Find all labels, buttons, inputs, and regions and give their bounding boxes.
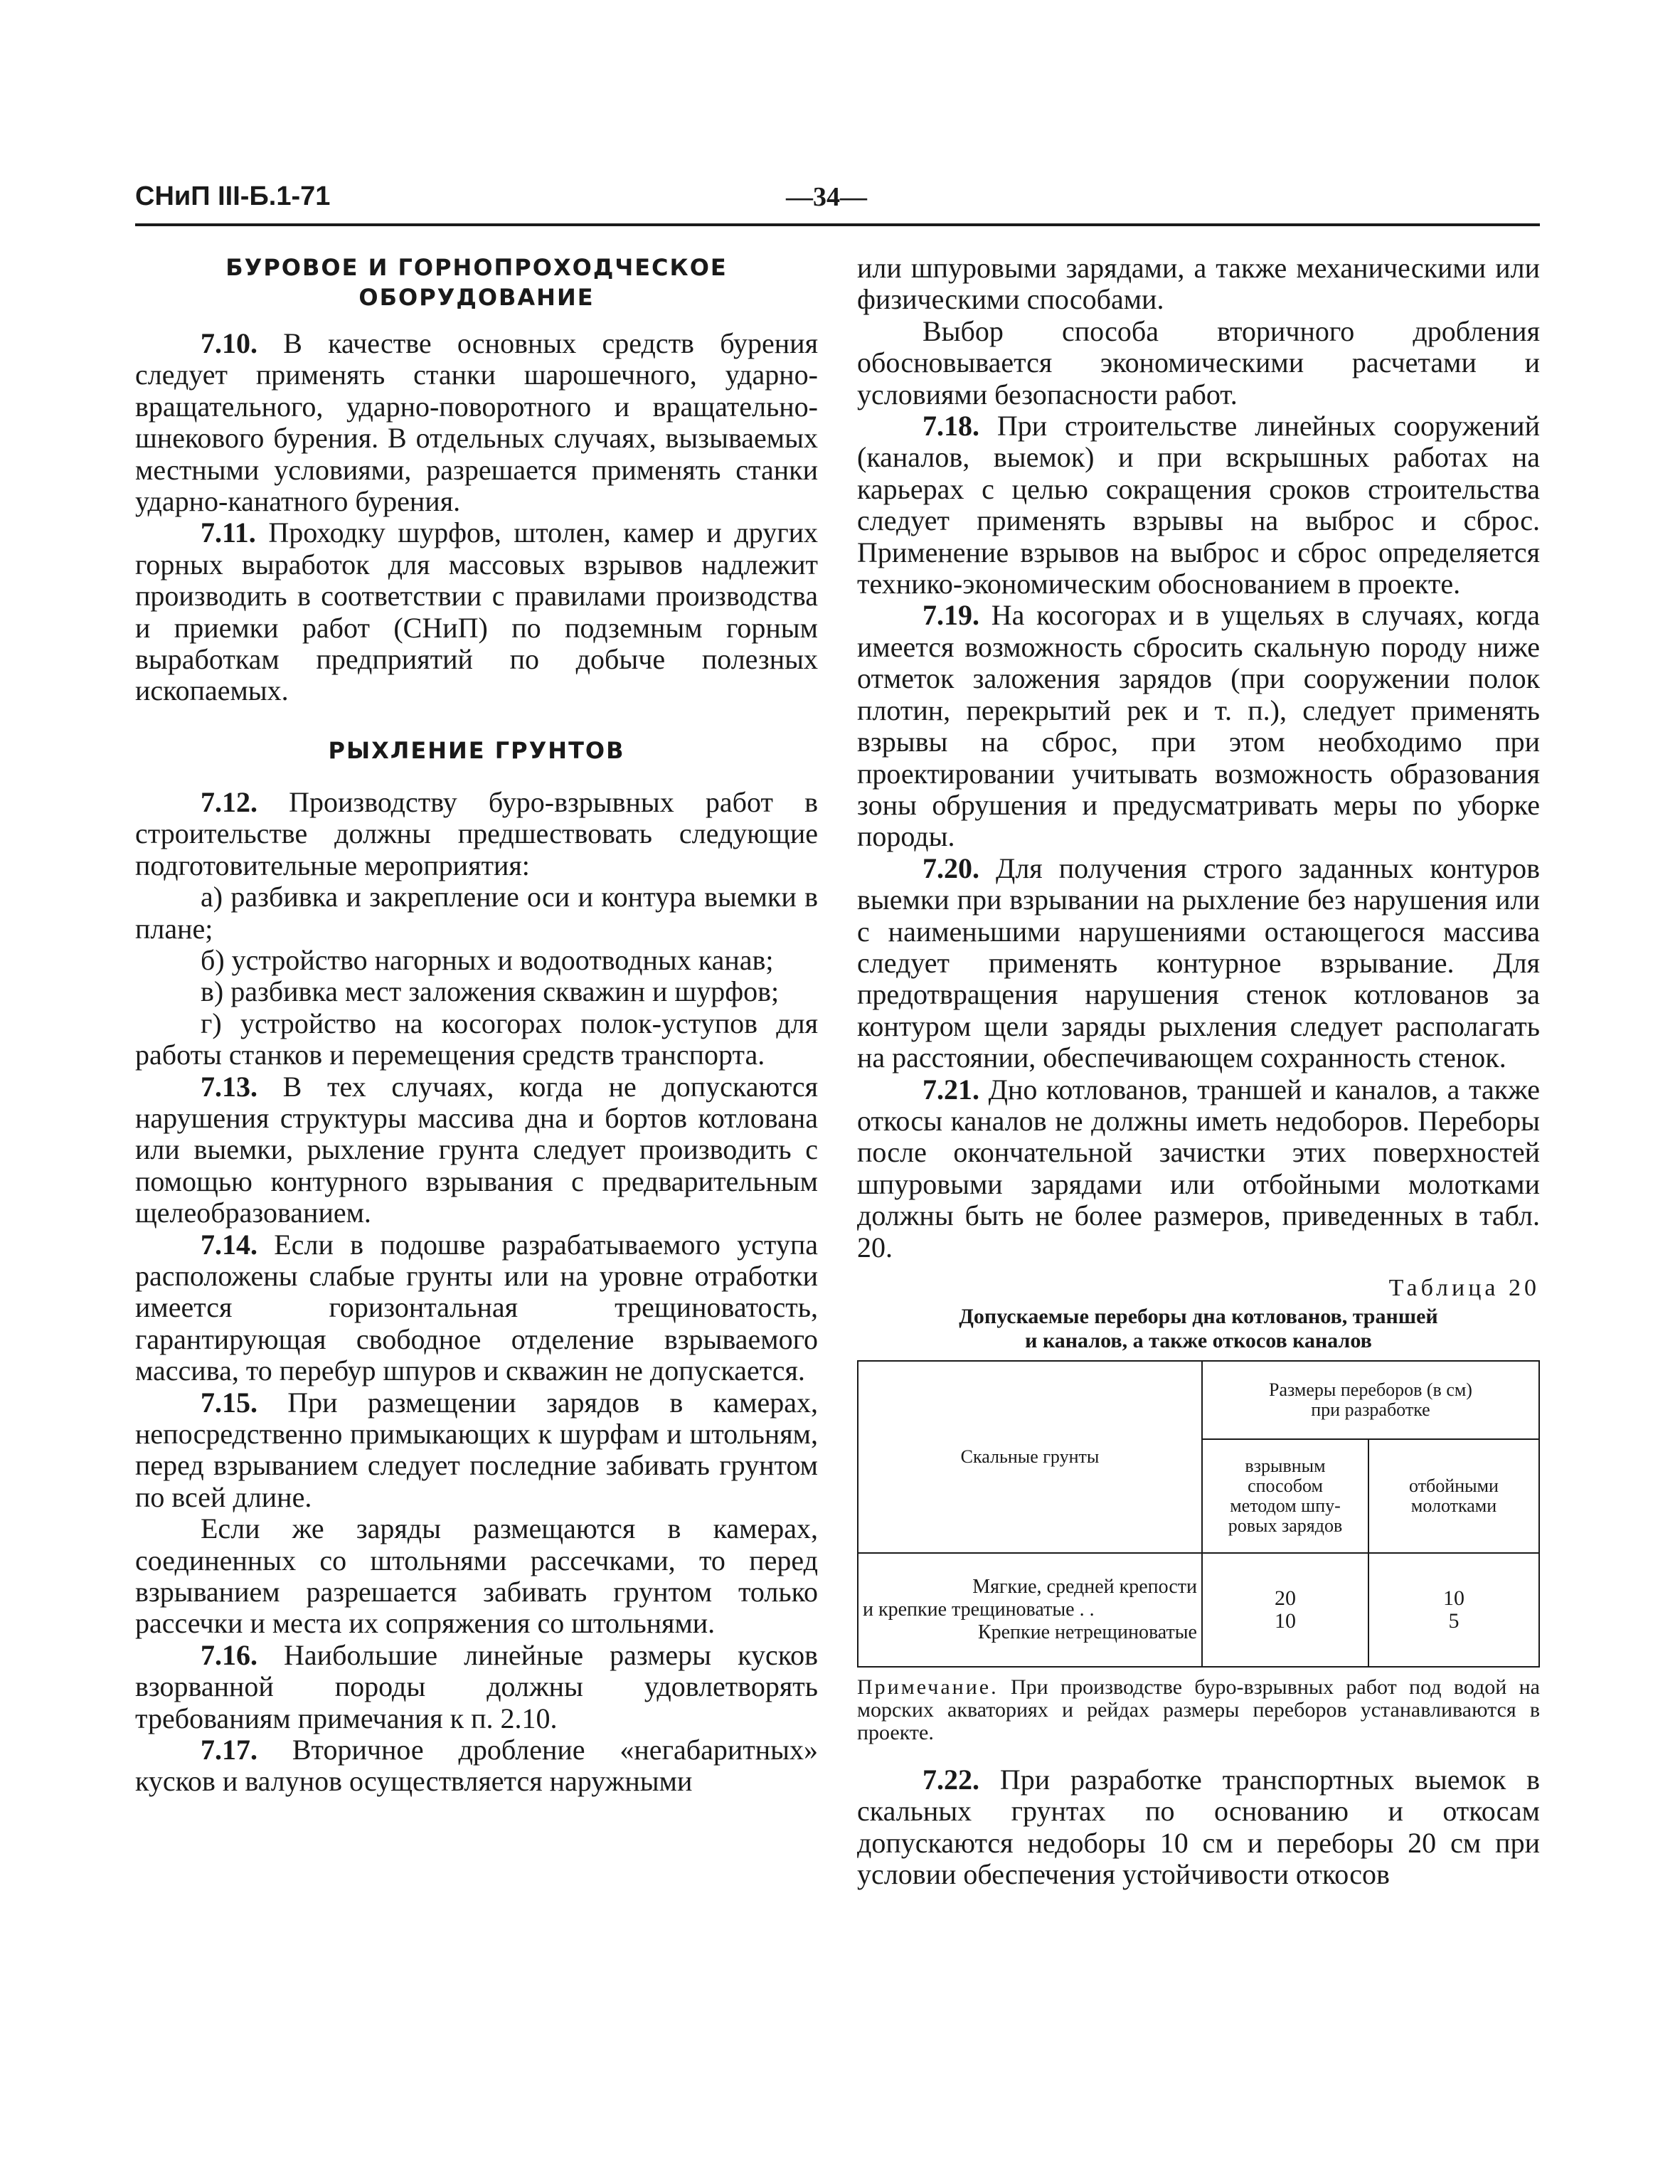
clause-7-15-continued: Если же заряды размещаются в камерах, соединенных со штольнями рассечками, то перед взрыванием разрешается забивать грунтом только рассечки и места их сопряжения со штольнями. — [135, 1512, 818, 1640]
clause-7-22: 7.22. При разработке транспортных выемок в скальных грунтах по основанию и откосам допускаются недоборы 10 см и переборы 20 см при условии обеспечения устойчивости откосов — [857, 1764, 1540, 1891]
header-rule — [135, 223, 1540, 226]
clause-7-16: 7.16. Наибольшие линейные размеры кусков взорванной породы должны удовлетворять требованиям примечания к п. 2.10. — [135, 1638, 818, 1734]
clause-7-15: 7.15. При размещении зарядов в камерах, непосредственно примыкающих к шурфам и штольням, перед взрыванием следует последние забивать грунтом по всей длине. — [135, 1386, 818, 1513]
clause-7-17-second: Выбор способа вторичного дробления обосновывается экономическими расчетами и условиями безопасности работ. — [857, 314, 1540, 410]
left-column — [135, 253, 818, 1798]
table-title: Допускаемые переборы дна котлованов, траншей и каналов, а также откосов каналов — [959, 1305, 1438, 1352]
clause-7-17-continued: или шпуровыми зарядами, а также механическими или физическими способами. — [857, 252, 1540, 316]
overbreak-table — [857, 1360, 1540, 1668]
page-number: —34— — [786, 182, 867, 212]
clause-7-10: 7.10. В качестве основных средств бурения следует применять станки шарошечного, ударно-вращательного, ударно-поворотного и вращательно-шнекового бурения. В отдельных случаях, вызываемых местными условиями, разрешается применять станки ударно-канатного бурения. — [135, 327, 818, 518]
clause-7-14: 7.14. Если в подошве разрабатываемого уступа расположены слабые грунты или на уровне отработки имеется горизонтальная трещиноватость, гарантирующая свободное отделение взрываемого массива, то перебур шпуров и скважин не допускается. — [135, 1228, 818, 1387]
clause-7-18: 7.18. При строительстве линейных сооружений (каналов, выемок) и при вскрышных работах на карьерах с целью сокращения сроков строительства следует применять взрывы на выброс и сброс. Применение взрывов на выброс и сброс определяется технико-экономическим обоснованием в проекте. — [857, 410, 1540, 600]
section-heading-loosening: РЫХЛЕНИЕ ГРУНТОВ — [328, 736, 625, 764]
clause-7-12: 7.12. Производству буро-взрывных работ в строительстве должны предшествовать следующие подготовительные мероприятия: — [135, 785, 818, 881]
column-header-hammers: отбойными молотками — [1368, 1439, 1539, 1553]
clause-7-19: 7.19. На косогорах и в ущельях в случаях, когда имеется возможность сбросить скальную породу ниже отметок заложения зарядов (при сооружении полок плотин, перекрытий рек и т. п.), следует применять взрывы на сброс, при этом необходимо при проектировании учитывать возможность образования зоны обрушения и предусматривать меры по уборке породы. — [857, 599, 1540, 853]
right-column — [857, 253, 1540, 1891]
table-cell-hammers: 10 5 — [1368, 1553, 1539, 1667]
clause-7-17: 7.17. Вторичное дробление «негабаритных» кусков и валунов осуществляется наружными — [135, 1734, 818, 1798]
table-cell-blasting: 20 10 — [1202, 1553, 1368, 1667]
table-number: Таблица 20 — [1388, 1275, 1540, 1301]
column-header-rock: Скальные грунты — [858, 1361, 1202, 1553]
list-item: а) разбивка и закрепление оси и контура выемки в плане; — [135, 881, 818, 945]
clause-7-11: 7.11. Проходку шурфов, штолен, камер и других горных выработок для массовых взрывов надлежит производить в соответствии с правилами производства и приемки работ (СНиП) по подземным горным выработкам предприятий по добыче полезных ископаемых. — [135, 516, 818, 707]
list-item: б) устройство нагорных и водоотводных канав; — [201, 943, 774, 976]
table-note: Примечание. При производстве буро-взрывных работ под водой на морских акваториях и рейдах размеры переборов устанавливаются в проекте. — [857, 1675, 1540, 1744]
table-row-labels: Мягкие, средней крепости и крепкие трещиноватые . . Крепкие нетрещиноватые — [858, 1553, 1202, 1667]
column-header-group: Размеры переборов (в см) при разработке — [1202, 1361, 1539, 1439]
document-code: СНиП III-Б.1-71 — [135, 181, 331, 211]
list-item: в) разбивка мест заложения скважин и шурфов; — [201, 975, 780, 1008]
section-heading-drilling: БУРОВОЕ И ГОРНОПРОХОДЧЕСКОЕ ОБОРУДОВАНИЕ — [225, 254, 728, 311]
page-header — [135, 181, 1540, 224]
clause-7-13: 7.13. В тех случаях, когда не допускаются нарушения структуры массива дна и бортов котлована или выемки, рыхление грунта следует производить с помощью контурного взрывания с предварительным щелеобразованием. — [135, 1070, 818, 1229]
column-header-blasting: взрывным способом методом шпу- ровых зарядов — [1202, 1439, 1368, 1553]
clause-7-20: 7.20. Для получения строго заданных контуров выемки при взрывании на рыхление без нарушения или с наименьшими нарушениями остающегося массива следует применять контурное взрывание. Для предотвращения нарушения стенок котлованов за контуром щели заряды рыхления следует располагать на расстоянии, обеспечивающем сохранность стенок. — [857, 852, 1540, 1074]
list-item: г) устройство на косогорах полок-уступов для работы станков и перемещения средств транспорта. — [135, 1007, 818, 1071]
clause-7-21: 7.21. Дно котлованов, траншей и каналов, а также откосы каналов не должны иметь недоборов. Переборы после окончательной зачистки этих поверхностей шпуровыми зарядами или отбойными молотками должны быть не более размеров, приведенных в табл. 20. — [857, 1073, 1540, 1263]
